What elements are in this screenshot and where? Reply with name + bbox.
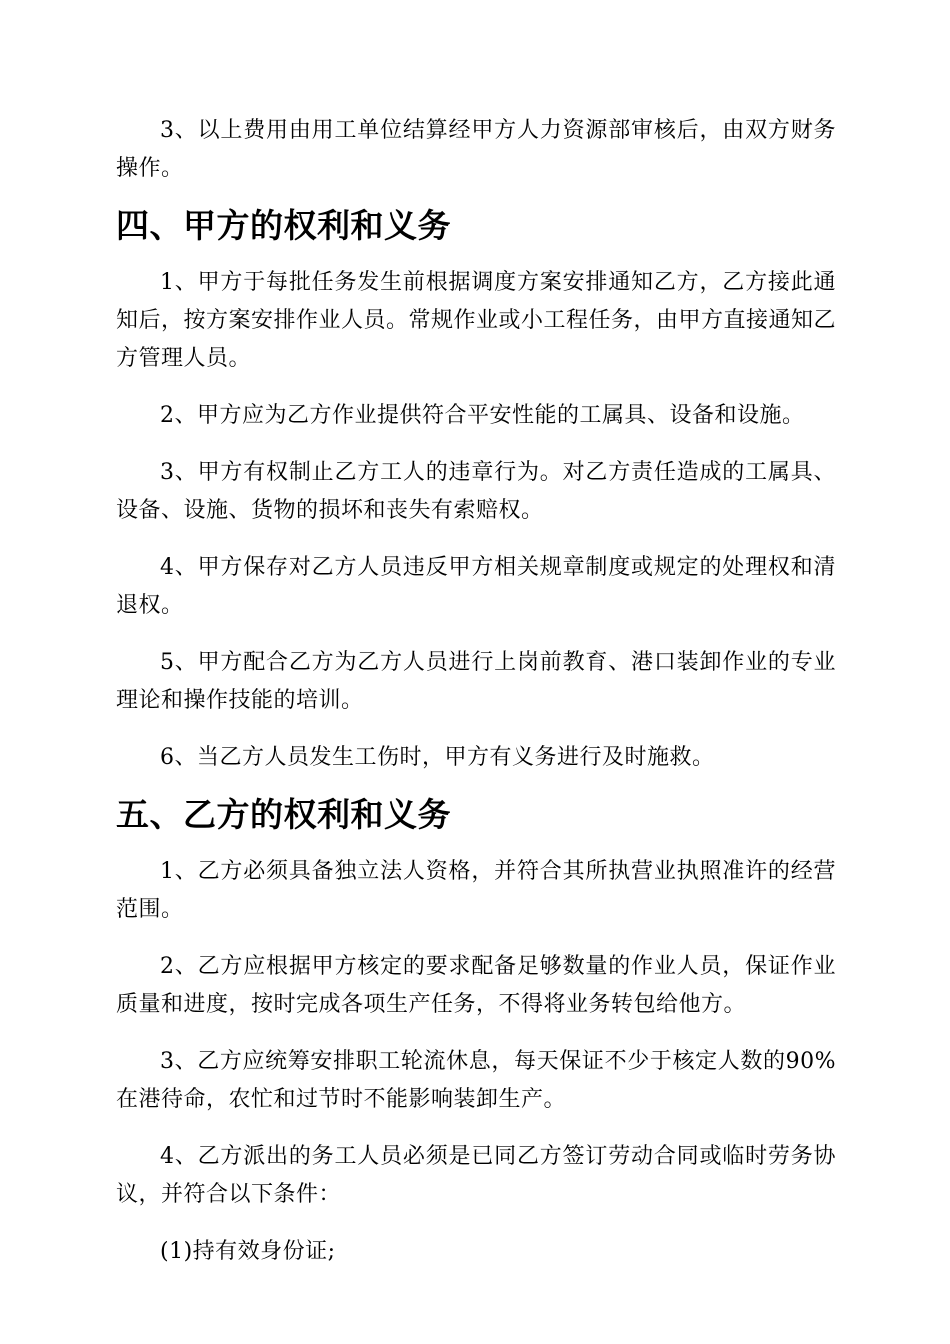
section-heading-party-a: 四、甲方的权利和义务 [116, 206, 451, 245]
paragraph-a-clause-4: 4、甲方保存对乙方人员违反甲方相关规章制度或规定的处理权和清退权。 [116, 555, 836, 618]
paragraph-a-clause-3: 3、甲方有权制止乙方工人的违章行为。对乙方责任造成的工属具、设备、设施、货物的损坏和丧失有索赔权。 [116, 460, 836, 523]
paragraph-b-clause-1: 1、乙方必须具备独立法人资格，并符合其所执营业执照准许的经营范围。 [116, 859, 836, 922]
paragraph-a-clause-5: 5、甲方配合乙方为乙方人员进行上岗前教育、港口装卸作业的专业理论和操作技能的培训。 [116, 650, 836, 713]
paragraph-a-clause-1: 1、甲方于每批任务发生前根据调度方案安排通知乙方，乙方接此通知后，按方案安排作业人员。常规作业或小工程任务，由甲方直接通知乙方管理人员。 [116, 270, 837, 371]
paragraph-b-condition-1: (1)持有效身份证; [160, 1239, 336, 1264]
paragraph-fee-settlement: 3、以上费用由用工单位结算经甲方人力资源部审核后，由双方财务操作。 [116, 118, 836, 181]
paragraph-b-clause-3: 3、乙方应统筹安排职工轮流休息，每天保证不少于核定人数的90%在港待命，农忙和过节时不能影响装卸生产。 [116, 1049, 836, 1112]
paragraph-b-clause-2: 2、乙方应根据甲方核定的要求配备足够数量的作业人员，保证作业质量和进度，按时完成各项生产任务，不得将业务转包给他方。 [116, 954, 836, 1017]
paragraph-a-clause-2: 2、甲方应为乙方作业提供符合平安性能的工属具、设备和设施。 [160, 403, 805, 428]
paragraph-a-clause-6: 6、当乙方人员发生工伤时，甲方有义务进行及时施救。 [160, 745, 715, 770]
paragraph-b-clause-4: 4、乙方派出的务工人员必须是已同乙方签订劳动合同或临时劳务协议，并符合以下条件： [116, 1144, 836, 1207]
section-heading-party-b: 五、乙方的权利和义务 [116, 795, 451, 834]
document-body [116, 112, 836, 1290]
